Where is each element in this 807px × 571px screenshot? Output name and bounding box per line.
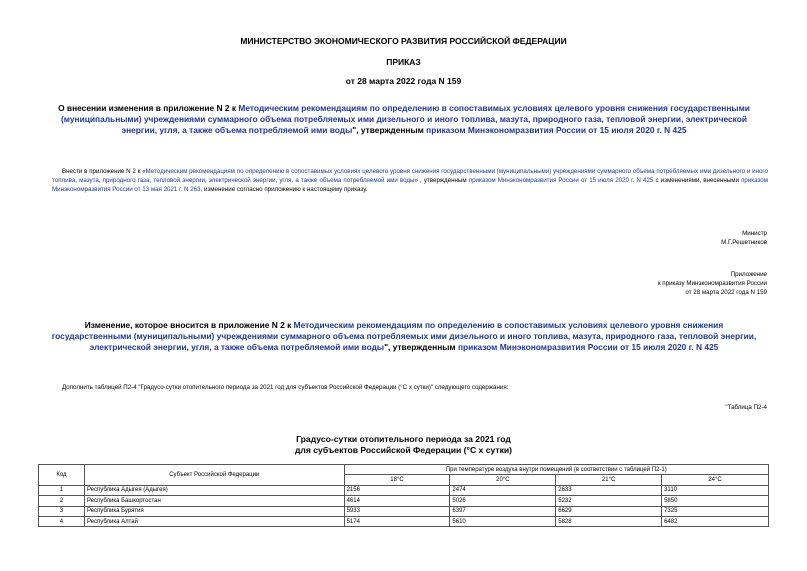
body-post: , изменение согласно приложению к настоящему приказу. [200,186,368,194]
intro-text: Дополнить таблицей П2-4 "Градусо-сутки отопительного периода за 2021 год для субъектов Российской Федерации (°C x сутки)" следующего содержания: [62,384,509,391]
row-subject: Республика Адыгея (Адыгея) [84,485,344,495]
row-value: 5850 [662,496,769,506]
table-title-line1: Градусо-сутки отопительного периода за 2021 год [296,434,511,444]
body-order-425-link[interactable]: приказом Минэкономразвития России от 15 июля 2020 г. N 425 [468,177,654,185]
row-value: 2156 [344,485,450,495]
table-row [39,516,769,526]
header-temp: 18°C [344,475,450,485]
header-temp: 20°C [450,475,556,485]
row-value: 6629 [556,506,662,516]
signature-block [721,229,767,247]
change-title [46,320,762,354]
table-title [0,434,807,456]
row-value: 6482 [662,516,769,526]
row-value: 3110 [662,485,769,495]
row-value: 5828 [556,516,662,526]
appendix-line1: Приложение [730,271,767,278]
change-title-pre: Изменение, которое вносится в приложение N 2 к [84,320,294,330]
row-code: 3 [39,506,85,516]
header-code: Код [39,465,85,486]
degree-days-table [38,464,769,527]
signature-role: Министр [742,230,767,237]
row-value: 5026 [450,496,556,506]
header-temp: 21°C [556,475,662,485]
row-value: 5232 [556,496,662,506]
row-subject: Республика Алтай [84,516,344,526]
order-title-pre: О внесении изменения в приложение N 2 к [58,103,239,113]
row-value: 2633 [556,485,662,495]
row-code: 2 [39,496,85,506]
row-code: 4 [39,516,85,526]
change-recommendations-link[interactable]: Методическим рекомендациям по определению в сопоставимых условиях целевого уровня снижения государственными (муниципальными) учреждениями суммарного объема потребляемых ими дизельного и иного топлива, мазута, природного газа, тепловой энергии, электрической энергии, угля, а также объема потребляемой ими воды [51,320,757,353]
order-title [46,103,762,137]
ministry-heading: МИНИСТЕРСТВО ЭКОНОМИЧЕСКОГО РАЗВИТИЯ РОССИЙСКОЙ ФЕДЕРАЦИИ [240,36,567,46]
signature-name: М.Г.Решетников [721,239,767,246]
header-subject: Субъект Российской Федерации [84,465,344,486]
row-value: 5610 [450,516,556,526]
doc-date-number: от 28 марта 2022 года N 159 [345,76,462,86]
body-order-263-link[interactable]: приказом Минэкономразвития России от 13 мая 2021 г. N 263 [52,177,768,194]
row-value: 6397 [450,506,556,516]
change-order-425-link[interactable]: приказом Минэкономразвития России от 15 июля 2020 г. N 425 [457,342,719,353]
row-value: 5174 [344,516,450,526]
body-pre: Внести в приложение N 2 к [62,168,141,175]
appendix-line2: к приказу Минэкономразвития России [657,280,767,287]
order-title-mid: ", утвержденным [352,125,427,136]
table-label: "Таблица П2-4 [725,404,767,411]
table-title-line2: для субъектов Российской Федерации (°C x сутки) [294,445,513,455]
header-temp: 24°C [662,475,769,485]
order-body-text: Внести в приложение N 2 к «Методическим рекомендациям по определению в сопоставимых условиях целевого уровня снижения государственными (муниципальными) учреждениями суммарного объема потребляемых ими дизельного и иного топлива, мазута, природного газа, тепловой энергии, электрической энергии, угля, а также объема потребляемой ими воды» , утвержденным приказом Минэкономразвития России от 15 июля 2020 г. N 425 с изменениями, внесенными приказом Минэкономразвития России от 13 мая 2021 г. N 263, изменение согласно приложению к настоящему приказу. [52,168,768,194]
row-value: 2474 [450,485,556,495]
change-title-mid: ", утвержденным [384,342,458,353]
body-mid1: , утвержденным [417,177,469,185]
header-temperature-group: При температуре воздуха внутри помещений (в соответствии с таблицей П2-1) [344,465,768,475]
row-value: 4614 [344,496,450,506]
methodical-recommendations-link[interactable]: Методическим рекомендациям по определению в сопоставимых условиях целевого уровня снижения государственными (муниципальными) учреждениями суммарного объема потребляемых ими дизельного и иного топлива, мазута, природного газа, тепловой энергии, электрической энергии, угля, а также объема потребляемой ими воды [60,103,750,136]
row-code: 1 [39,485,85,495]
row-value: 7325 [662,506,769,516]
row-subject: Республика Башкортостан [84,496,344,506]
appendix-block [658,270,767,297]
table-row [39,506,769,516]
body-mid2: с изменениями, внесенными [653,177,742,185]
body-recommendations-link[interactable]: Методическим рекомендациям по определению в сопоставимых условиях целевого уровня снижения государственными (муниципальными) учреждениями суммарного объема потребляемых ими дизельного и иного топлива, мазута, природного газа, тепловой энергии, электрической энергии, угля, а также объема потребляемой ими воды [52,168,768,185]
table-row [39,496,769,506]
order-425-link[interactable]: приказом Минэкономразвития России от 15 июля 2020 г. N 425 [426,125,687,136]
table-row [39,485,769,495]
row-value: 5933 [344,506,450,516]
doc-type: ПРИКАЗ [386,57,421,67]
row-subject: Республика Бурятия [84,506,344,516]
appendix-line3: от 28 марта 2022 года N 159 [685,289,767,296]
